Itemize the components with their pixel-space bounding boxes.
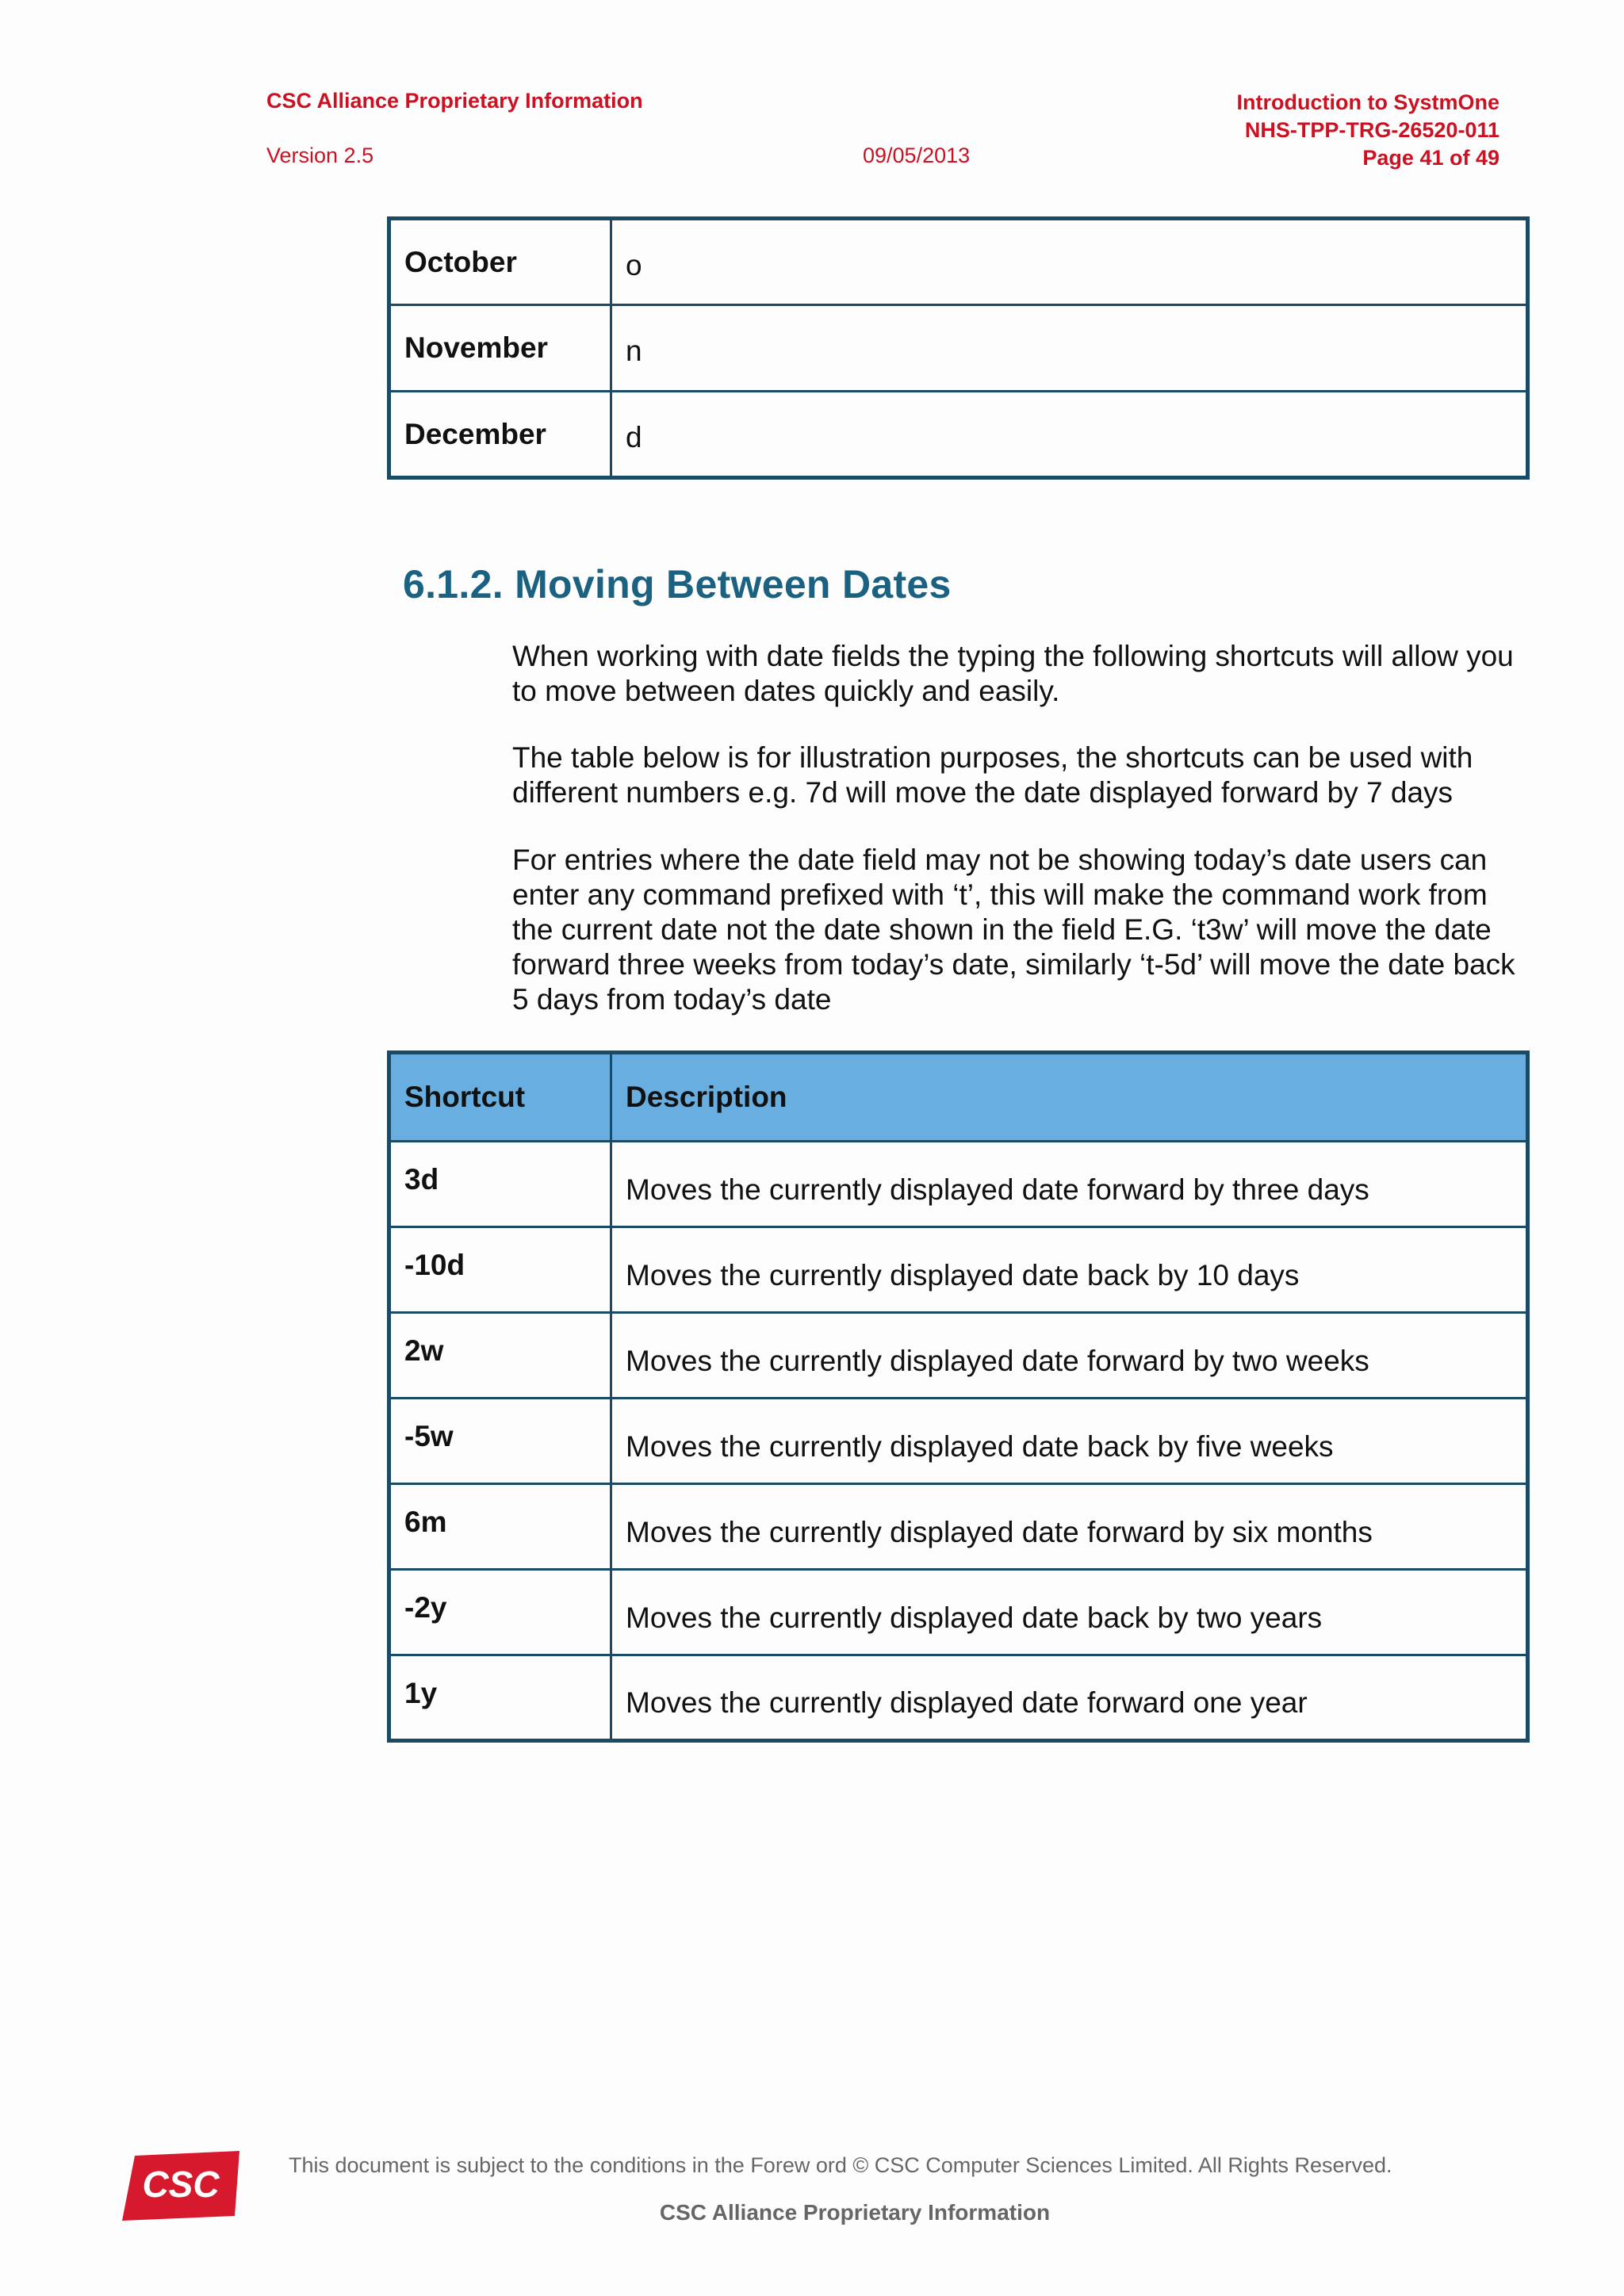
- header-version: Version 2.5: [266, 144, 374, 167]
- table-row: [389, 305, 1528, 392]
- shortcut-cell: -5w: [389, 1399, 611, 1484]
- paragraph-text: For entries where the date field may not be showing today’s date users can enter any command prefixed with ‘t’, this will make the command work from the current date not the date shown in the field E.G. ‘t3w’ will move the date forward three weeks from today’s date, similarly ‘t-5d’ will move the date back 5 days from today’s date: [512, 844, 1515, 1016]
- month-cell: December: [389, 392, 611, 478]
- shortcut-cell: -10d: [389, 1227, 611, 1313]
- table-row: [389, 392, 1528, 478]
- month-cell: October: [389, 219, 611, 305]
- description-cell: Moves the currently displayed date forward by six months: [611, 1484, 1528, 1570]
- header-date: 09/05/2013: [863, 144, 971, 167]
- description-cell: Moves the currently displayed date back by 10 days: [611, 1227, 1528, 1313]
- column-header-description: Description: [611, 1053, 1528, 1142]
- month-shortcut-cell: n: [611, 305, 1528, 392]
- table-row: [389, 1399, 1528, 1484]
- table-row: [389, 1484, 1528, 1570]
- month-shortcut-cell: o: [611, 219, 1528, 305]
- month-cell: November: [389, 305, 611, 392]
- table-row: [389, 1655, 1528, 1741]
- paragraph-text: When working with date fields the typing the following shortcuts will allow you to move between dates quickly and easily.: [512, 640, 1514, 707]
- body-paragraph: [512, 843, 1535, 1017]
- date-shortcuts-table: [387, 1050, 1530, 1743]
- footer-copyright-notice: This document is subject to the conditions in the Forew ord © CSC Computer Sciences Limited. All Rights Reserved.: [289, 2153, 1392, 2177]
- shortcut-cell: 1y: [389, 1655, 611, 1741]
- header-classification: CSC Alliance Proprietary Information: [266, 89, 643, 113]
- description-cell: Moves the currently displayed date back by five weeks: [611, 1399, 1528, 1484]
- description-cell: Moves the currently displayed date forward one year: [611, 1655, 1528, 1741]
- month-shortcut-cell: d: [611, 392, 1528, 478]
- shortcut-cell: 3d: [389, 1142, 611, 1227]
- shortcut-cell: 2w: [389, 1313, 611, 1399]
- description-cell: Moves the currently displayed date forward by two weeks: [611, 1313, 1528, 1399]
- table-row: [389, 1227, 1528, 1313]
- header-page-number: Page 41 of 49: [1362, 146, 1500, 170]
- body-paragraph: [512, 639, 1535, 709]
- footer-classification: CSC Alliance Proprietary Information: [659, 2200, 1051, 2225]
- table-row: [389, 1570, 1528, 1655]
- table-header-row: [389, 1053, 1528, 1142]
- header-doc-ref: NHS-TPP-TRG-26520-011: [1244, 118, 1500, 142]
- month-shortcuts-table: [387, 216, 1530, 480]
- shortcut-cell: 6m: [389, 1484, 611, 1570]
- body-paragraph: [512, 740, 1535, 810]
- description-cell: Moves the currently displayed date back by two years: [611, 1570, 1528, 1655]
- header-doc-title: Introduction to SystmOne: [1236, 90, 1500, 114]
- header-doc-info: [1236, 89, 1500, 172]
- section-heading: 6.1.2. Moving Between Dates: [403, 562, 952, 607]
- table-row: [389, 1142, 1528, 1227]
- svg-text:CSC: CSC: [142, 2164, 220, 2205]
- shortcut-cell: -2y: [389, 1570, 611, 1655]
- paragraph-text: The table below is for illustration purposes, the shortcuts can be used with different numbers e.g. 7d will move the date displayed forward by 7 days: [512, 741, 1473, 809]
- table-row: [389, 219, 1528, 305]
- column-header-shortcut: Shortcut: [389, 1053, 611, 1142]
- table-row: [389, 1313, 1528, 1399]
- description-cell: Moves the currently displayed date forward by three days: [611, 1142, 1528, 1227]
